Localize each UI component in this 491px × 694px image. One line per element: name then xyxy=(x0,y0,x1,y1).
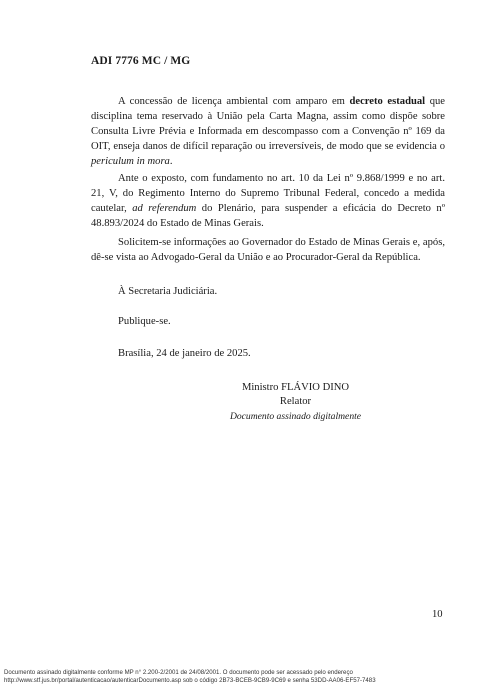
digital-signature-footer xyxy=(4,669,489,685)
paragraph-secretariat xyxy=(91,284,445,299)
paragraph-urgency xyxy=(91,94,445,169)
paragraph2-text-b: do Plenário, para suspender a eficácia do Decreto nº 48.893/2024 do Estado de Minas Gerais. xyxy=(91,203,445,229)
date-line: Brasília, 24 de janeiro de 2025. xyxy=(118,348,251,359)
footer-line-1: Documento assinado digitalmente conforme MP n° 2.200-2/2001 de 24/08/2001. O documento pode ser acessado pelo endereço xyxy=(4,669,353,676)
paragraph1-italic: periculum in mora xyxy=(91,156,170,167)
publish-line: Publique-se. xyxy=(118,316,171,327)
case-header: ADI 7776 MC / MG xyxy=(91,55,191,67)
paragraph1-bold: decreto estadual xyxy=(349,96,426,107)
paragraph-requests xyxy=(91,235,445,265)
signature-note: Documento assinado digitalmente xyxy=(229,411,362,422)
paragraph-decision xyxy=(91,171,445,231)
footer-line-2[interactable]: http://www.stf.jus.br/portal/autenticacao/autenticarDocumento.asp sob o código 2B73-BCEB-9CB9-9C69 e senha 53DD-AA06-EF57-7483 xyxy=(4,677,376,684)
paragraph1-text-a: A concessão de licença ambiental com amparo em xyxy=(118,96,350,107)
paragraph4-text: À Secretaria Judiciária. xyxy=(118,286,218,297)
signature-name: Ministro FLÁVIO DINO xyxy=(241,382,350,393)
signature-role: Relator xyxy=(279,396,312,407)
paragraph2-text-a: Ante o exposto, com fundamento no art. 10 da Lei nº 9.868/1999 e no art. 21, V, do Regimento Interno do Supremo Tribunal Federal, concedo a medida cautelar, xyxy=(91,173,445,214)
paragraph1-text-c: . xyxy=(169,156,173,167)
paragraph2-italic: ad referendum xyxy=(132,203,197,214)
paragraph1-text-b: que disciplina tema reservado à União pela Carta Magna, assim como dispõe sobre Consulta Livre Prévia e Informada em descompasso com a Convenção nº 169 da OIT, enseja danos de difícil reparação ou irreversíveis, de modo que se evidencia o xyxy=(91,96,446,152)
page-number: 10 xyxy=(432,609,443,620)
paragraph3-text: Solicitem-se informações ao Governador do Estado de Minas Gerais e, após, dê-se vista ao Advogado-Geral da União e ao Procurador-Geral da República. xyxy=(91,237,445,263)
